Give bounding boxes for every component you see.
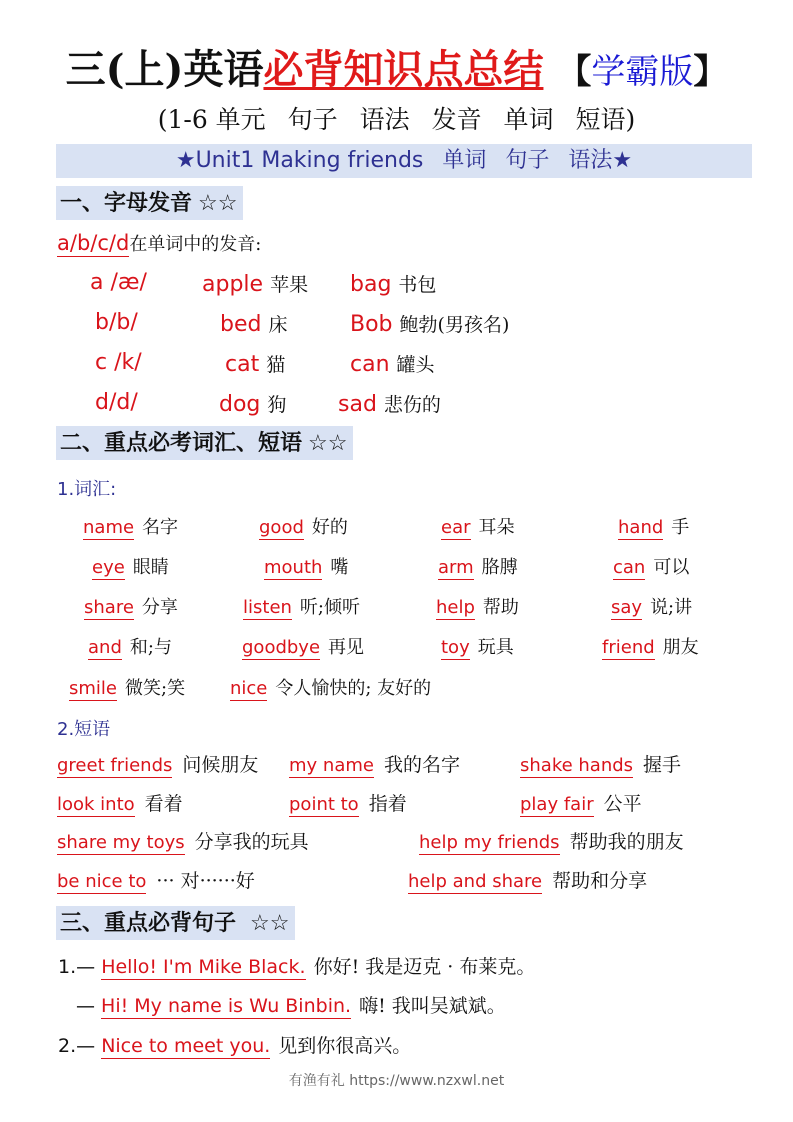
word-en: dog: [219, 392, 261, 417]
word-cn: 床: [268, 314, 288, 336]
word-cn: 微笑;笑: [125, 678, 186, 699]
word-en: sad: [338, 392, 377, 417]
sentence-cn: 见到你很高兴。: [278, 1035, 412, 1057]
word-cn: 分享: [141, 597, 178, 618]
word-en: bag: [350, 272, 392, 297]
word-en: nice: [230, 678, 268, 699]
word-en: Bob: [350, 312, 393, 337]
vocab-item: [438, 553, 518, 579]
vocab-item: [613, 553, 689, 579]
word-cn: 听;倾听: [299, 597, 360, 618]
word-cn: 再见: [328, 637, 365, 658]
word-en: share: [84, 597, 134, 618]
subtitle: [0, 100, 793, 140]
vocab-item: [243, 593, 360, 619]
sentence-number: 2.—: [58, 1035, 96, 1057]
word-en: help: [436, 597, 475, 618]
word-en: eye: [92, 557, 125, 578]
vocab-item: [602, 633, 699, 659]
sentence-number: —: [76, 995, 95, 1017]
phonics-word: [338, 390, 441, 417]
phrase-en: greet friends: [57, 755, 173, 776]
sentence-en: Nice to meet you.: [101, 1035, 271, 1057]
title-bracket-open: 【: [557, 52, 592, 92]
sentence-cn: 嗨! 我叫吴斌斌。: [359, 995, 506, 1017]
phonics-sound: b/b/: [95, 310, 138, 335]
phonics-word: [219, 390, 286, 417]
sentence-cn: 你好! 我是迈克 · 布莱克。: [313, 956, 536, 978]
vocab-item: [88, 633, 172, 659]
phrase-en: help and share: [408, 871, 543, 892]
word-cn: 苹果: [270, 274, 309, 296]
subtitle-part: (1-6 单元: [157, 105, 266, 134]
word-en: goodbye: [242, 637, 321, 658]
word-cn: 说;讲: [650, 597, 693, 618]
word-en: hand: [618, 517, 664, 538]
vocab-item: [259, 513, 348, 539]
word-cn: 帮助: [482, 597, 519, 618]
phrase-item: [289, 789, 407, 816]
word-cn: 和;与: [129, 637, 172, 658]
phrase-cn: ··· 对······好: [156, 870, 255, 892]
title-edition: 学霸版: [591, 52, 694, 92]
star-icon: ☆☆: [308, 431, 348, 456]
vocab-label: 1.词汇:: [57, 479, 117, 500]
phonics-word: [225, 350, 285, 377]
star-icon: ☆☆: [250, 911, 290, 936]
phrase-cn: 问候朋友: [182, 754, 259, 776]
subtitle-part: 句子: [287, 105, 338, 134]
word-en: toy: [441, 637, 470, 658]
phrase-item: [57, 750, 258, 777]
word-cn: 手: [671, 517, 690, 538]
word-en: say: [611, 597, 643, 618]
phonics-sound: d/d/: [95, 390, 138, 415]
word-en: ear: [441, 517, 471, 538]
word-cn: 眼睛: [132, 557, 169, 578]
phonics-word: [350, 310, 509, 337]
word-cn: 罐头: [396, 354, 435, 376]
word-cn: 令人愉快的; 友好的: [275, 678, 432, 699]
word-en: bed: [220, 312, 262, 337]
word-en: listen: [243, 597, 292, 618]
intro-letters: a/b/c/d: [57, 231, 130, 255]
vocab-item: [436, 593, 519, 619]
word-en: can: [613, 557, 646, 578]
subtitle-part: 短语): [575, 105, 636, 134]
unit-banner: [56, 144, 752, 178]
word-en: apple: [202, 272, 264, 297]
vocab-item: [242, 633, 364, 659]
phrase-item: [57, 789, 183, 816]
phrase-en: point to: [289, 794, 359, 815]
word-cn: 胳膊: [481, 557, 518, 578]
letter-intro: [57, 230, 261, 256]
word-en: smile: [69, 678, 117, 699]
word-en: cat: [225, 352, 260, 377]
word-en: and: [88, 637, 122, 658]
star-icon: ☆☆: [198, 191, 238, 216]
phrase-label: 2.短语: [57, 719, 111, 740]
phrase-item: [57, 866, 255, 893]
vocab-item: [441, 633, 514, 659]
word-en: name: [83, 517, 135, 538]
vocab-item: [84, 593, 178, 619]
phrase-item: [289, 750, 460, 777]
phrase-cn: 看着: [144, 793, 183, 815]
section-heading-vocab: [56, 426, 353, 460]
word-cn: 猫: [266, 354, 286, 376]
phrase-en: play fair: [520, 794, 594, 815]
phrase-item: [419, 827, 684, 854]
word-en: arm: [438, 557, 474, 578]
word-cn: 悲伤的: [383, 394, 441, 416]
section-heading-sentences: [56, 906, 295, 940]
sentence-number: 1.—: [58, 956, 96, 978]
watermark: 有渔有礼 https://www.nzxwl.net: [288, 1073, 505, 1089]
word-en: mouth: [264, 557, 323, 578]
section-heading-text: 一、字母发音: [60, 190, 193, 216]
word-cn: 耳朵: [478, 517, 515, 538]
phrase-en: my name: [289, 755, 374, 776]
phrase-cn: 帮助我的朋友: [569, 831, 684, 853]
word-cn: 书包: [398, 274, 437, 296]
phrase-en: be nice to: [57, 871, 147, 892]
word-cn: 玩具: [477, 637, 514, 658]
word-cn: 朋友: [662, 637, 699, 658]
subtitle-part: 单词: [503, 105, 554, 134]
word-cn: 鲍勃(男孩名): [399, 314, 510, 336]
phonics-word: [220, 310, 287, 337]
phrase-cn: 分享我的玩具: [194, 831, 309, 853]
word-cn: 名字: [142, 517, 179, 538]
unit-part: 单词: [442, 148, 487, 173]
phrase-en: help my friends: [419, 832, 560, 853]
unit-title: ★Unit1 Making friends: [175, 148, 424, 173]
sentence-en: Hi! My name is Wu Binbin.: [101, 995, 352, 1017]
title-prefix: 三(上)英语: [65, 46, 264, 93]
vocab-item: [611, 593, 692, 619]
section-heading-letters: [56, 186, 243, 220]
unit-part: 语法★: [568, 148, 633, 173]
subtitle-part: 语法: [359, 105, 410, 134]
phrase-cn: 我的名字: [383, 754, 460, 776]
word-cn: 狗: [267, 394, 287, 416]
phonics-sound: a /æ/: [90, 270, 147, 295]
intro-text: 在单词中的发音:: [129, 234, 262, 255]
phrase-cn: 公平: [603, 793, 642, 815]
phrase-cn: 握手: [643, 754, 682, 776]
phrase-cn: 帮助和分享: [552, 870, 648, 892]
word-en: can: [350, 352, 390, 377]
phonics-word: [350, 350, 435, 377]
section-heading-text: 三、重点必背句子: [60, 910, 237, 936]
word-en: good: [259, 517, 304, 538]
phrase-item: [520, 789, 642, 816]
sentence-item: [76, 991, 506, 1018]
vocab-item: [230, 674, 431, 700]
sentence-item: [58, 1031, 411, 1058]
phrase-en: look into: [57, 794, 135, 815]
phrase-item: [520, 750, 681, 777]
word-cn: 嘴: [330, 557, 349, 578]
vocab-item: [264, 553, 348, 579]
word-cn: 可以: [653, 557, 690, 578]
subtitle-part: 发音: [431, 105, 482, 134]
vocab-item: [69, 674, 185, 700]
title-highlight: 必背知识点总结: [263, 46, 544, 93]
phonics-sound: c /k/: [95, 350, 142, 375]
phrase-cn: 指着: [368, 793, 407, 815]
sentence-item: [58, 952, 535, 979]
sentence-en: Hello! I'm Mike Black.: [101, 956, 306, 978]
unit-part: 句子: [505, 148, 550, 173]
phrase-en: shake hands: [520, 755, 634, 776]
section-heading-text: 二、重点必考词汇、短语: [60, 430, 303, 456]
phrase-item: [57, 827, 309, 854]
phonics-word: [350, 270, 436, 297]
page-title: [0, 42, 793, 100]
vocab-item: [618, 513, 689, 539]
vocab-item: [92, 553, 169, 579]
phrase-item: [408, 866, 647, 893]
phrase-en: share my toys: [57, 832, 185, 853]
word-en: friend: [602, 637, 655, 658]
vocab-item: [441, 513, 515, 539]
vocab-item: [83, 513, 178, 539]
word-cn: 好的: [311, 517, 348, 538]
title-bracket-close: 】: [693, 52, 728, 92]
phonics-word: [202, 270, 308, 297]
